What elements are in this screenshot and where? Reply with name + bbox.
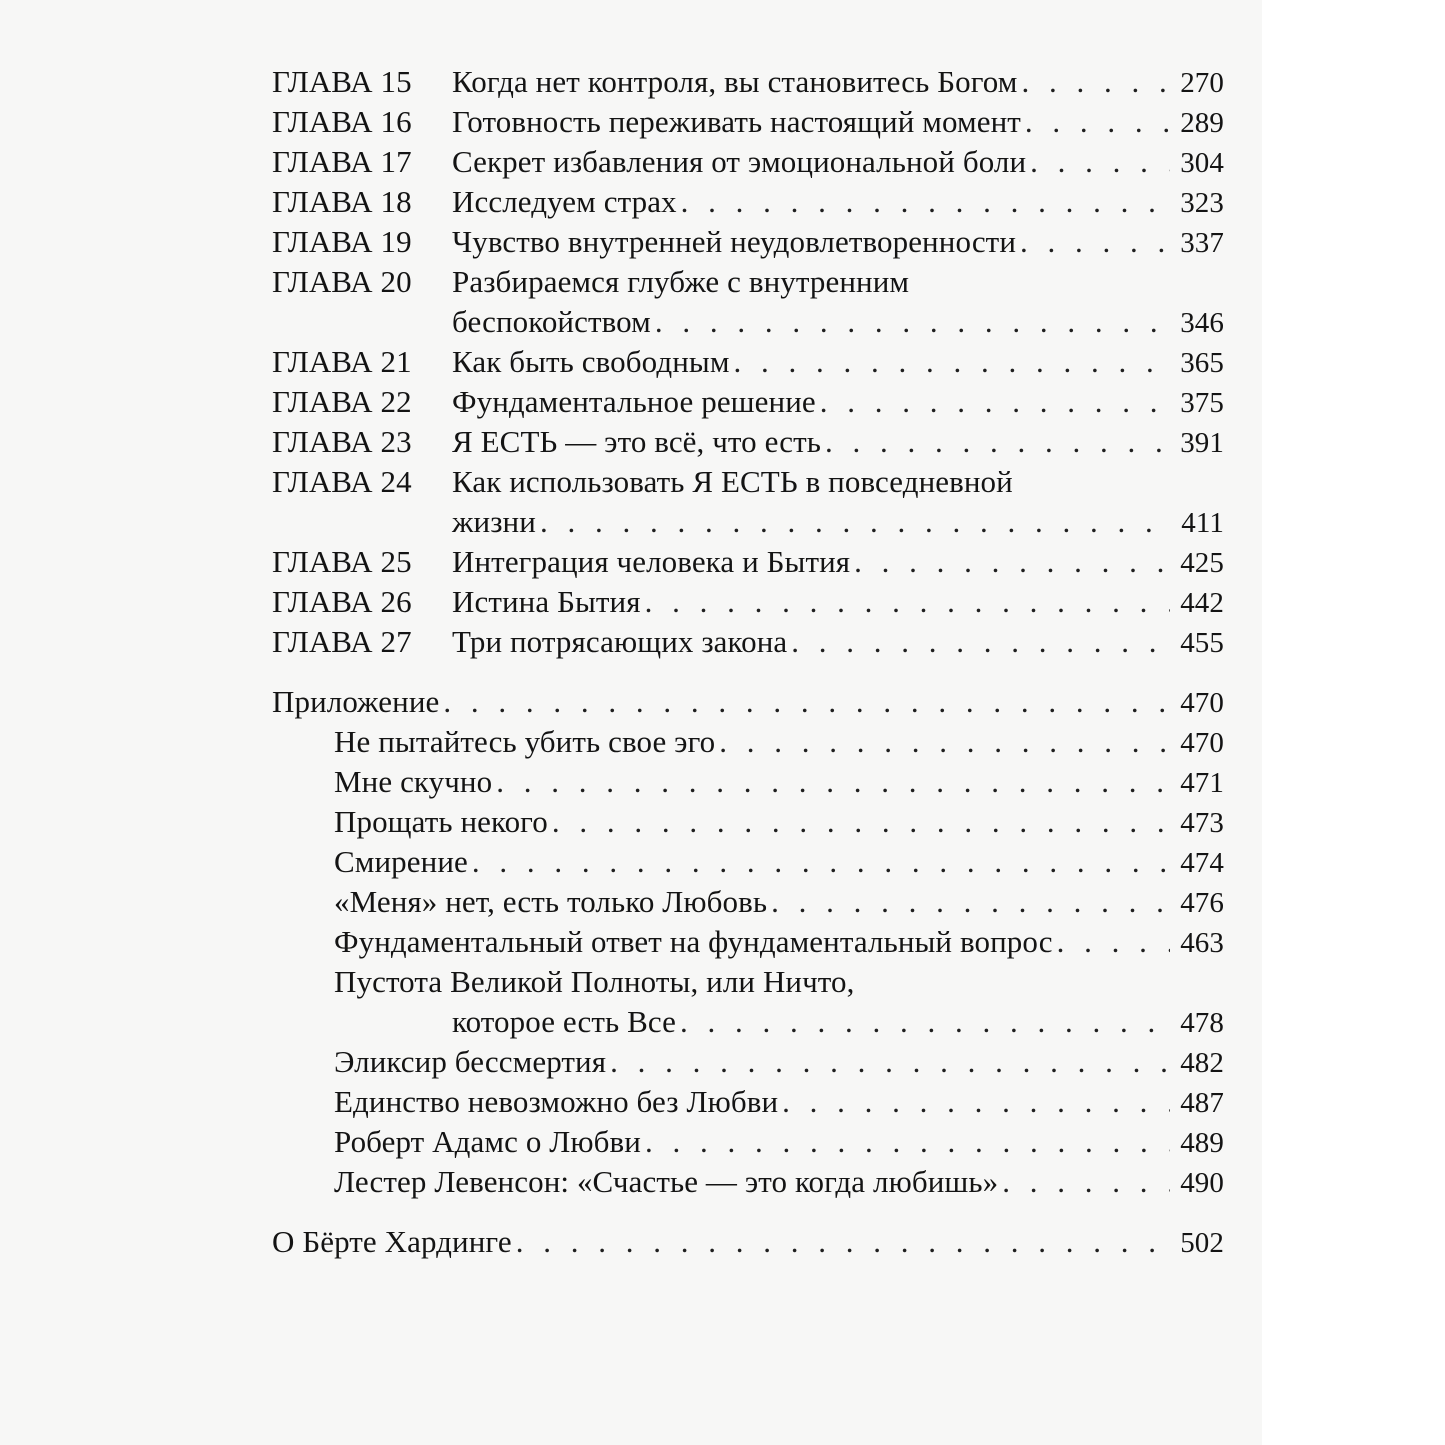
toc-entry-appendix-item: [272, 722, 1224, 762]
chapter-title: Три потрясающих закона: [452, 624, 788, 659]
appendix-item-title: Эликсир бессмертия: [334, 1044, 607, 1079]
chapter-label: ГЛАВА 20: [272, 264, 412, 299]
appendix-item-title: Роберт Адамс о Любви: [334, 1124, 641, 1159]
toc-entry-appendix-item: [272, 1122, 1224, 1162]
chapter-label: ГЛАВА 21: [272, 344, 412, 379]
dot-leader: [1057, 922, 1170, 962]
chapter-title: Фундаментальное решение: [452, 384, 816, 419]
toc-entry-chapter-17: [272, 142, 1224, 182]
page-number: 289: [1180, 107, 1224, 139]
toc-entry-appendix-item: [272, 1162, 1224, 1202]
chapter-title: Готовность переживать настоящий момент: [452, 104, 1021, 139]
page-number: 391: [1180, 427, 1224, 459]
about-author-title: О Бёрте Хардинге: [272, 1224, 512, 1259]
chapter-label: ГЛАВА 22: [272, 384, 412, 419]
chapter-title-continued: жизни: [452, 504, 536, 539]
page-number: 490: [1180, 1167, 1224, 1199]
dot-leader: [820, 382, 1170, 422]
page-number: 463: [1180, 927, 1224, 959]
dot-leader: [645, 582, 1170, 622]
dot-leader: [1022, 62, 1170, 102]
appendix-item-title: Смирение: [334, 844, 468, 879]
toc-entry-appendix-item: [272, 802, 1224, 842]
page-number: 270: [1180, 67, 1224, 99]
toc-entry-chapter-24: [272, 462, 1224, 502]
dot-leader: [681, 182, 1170, 222]
chapter-title-continued: беспокойством: [452, 304, 651, 339]
dot-leader: [645, 1122, 1170, 1162]
page-number: 470: [1180, 727, 1224, 759]
page-number: 473: [1180, 807, 1224, 839]
toc-entry-chapter-24-continued: [272, 502, 1224, 542]
dot-leader: [516, 1222, 1170, 1262]
dot-leader: [791, 622, 1170, 662]
chapter-title: Исследуем страх: [452, 184, 677, 219]
page-number: 411: [1181, 507, 1224, 539]
toc-entry-chapter-27: [272, 622, 1224, 662]
toc-entry-appendix-item: [272, 1082, 1224, 1122]
toc-entry-appendix-item: [272, 842, 1224, 882]
page-margin: [1262, 0, 1445, 1445]
appendix-item-title: Мне скучно: [334, 764, 493, 799]
dot-leader: [734, 342, 1170, 382]
dot-leader: [680, 1002, 1170, 1042]
chapter-title: Как быть свободным: [452, 344, 730, 379]
toc-entry-appendix-item: [272, 922, 1224, 962]
dot-leader: [854, 542, 1170, 582]
chapter-title: Истина Бытия: [452, 584, 641, 619]
toc-entry-chapter-20-continued: [272, 302, 1224, 342]
dot-leader: [540, 502, 1170, 542]
chapter-label: ГЛАВА 27: [272, 624, 412, 659]
toc-entry-appendix-item: [272, 962, 1224, 1002]
page-number: 337: [1180, 227, 1224, 259]
page-number: 346: [1180, 307, 1224, 339]
appendix-item-title: «Меня» нет, есть только Любовь: [334, 884, 768, 919]
chapter-label: ГЛАВА 19: [272, 224, 412, 259]
toc-entry-chapter-22: [272, 382, 1224, 422]
chapter-title: Разбираемся глубже с внутренним: [452, 264, 910, 299]
toc-entry-appendix-item: [272, 1042, 1224, 1082]
chapter-title: Интеграция человека и Бытия: [452, 544, 851, 579]
toc-entry-appendix-item-continued: [272, 1002, 1224, 1042]
chapter-title: Чувство внутренней неудовлетворенности: [452, 224, 1017, 259]
toc-entry-chapter-25: [272, 542, 1224, 582]
dot-leader: [782, 1082, 1170, 1122]
chapter-label: ГЛАВА 23: [272, 424, 412, 459]
chapter-label: ГЛАВА 16: [272, 104, 412, 139]
page-number: 304: [1180, 147, 1224, 179]
page-number: 474: [1180, 847, 1224, 879]
chapter-title: Я ЕСТЬ — это всё, что есть: [452, 424, 821, 459]
page-number: 442: [1180, 587, 1224, 619]
page-number: 502: [1180, 1227, 1224, 1259]
toc-entry-chapter-15: [272, 62, 1224, 102]
chapter-label: ГЛАВА 18: [272, 184, 412, 219]
page-number: 476: [1180, 887, 1224, 919]
appendix-item-title: Пустота Великой Полноты, или Ничто,: [334, 964, 855, 999]
toc-entry-appendix: [272, 682, 1224, 722]
toc-entry-chapter-23: [272, 422, 1224, 462]
page-number: 323: [1180, 187, 1224, 219]
page-number: 365: [1180, 347, 1224, 379]
page-number: 425: [1180, 547, 1224, 579]
appendix-item-title: Прощать некого: [334, 804, 548, 839]
dot-leader: [552, 802, 1170, 842]
dot-leader: [472, 842, 1170, 882]
appendix-item-title: Единство невозможно без Любви: [334, 1084, 779, 1119]
page-number: 487: [1180, 1087, 1224, 1119]
toc-entry-chapter-21: [272, 342, 1224, 382]
dot-leader: [771, 882, 1170, 922]
page-number: 455: [1180, 627, 1224, 659]
page-number: 489: [1180, 1127, 1224, 1159]
chapter-label: ГЛАВА 25: [272, 544, 412, 579]
dot-leader: [496, 762, 1170, 802]
chapter-title: Как использовать Я ЕСТЬ в повседневной: [452, 464, 1013, 499]
dot-leader: [1030, 142, 1170, 182]
page-number: 482: [1180, 1047, 1224, 1079]
toc-entry-about-author: [272, 1222, 1224, 1262]
page-number: 471: [1180, 767, 1224, 799]
dot-leader: [719, 722, 1170, 762]
chapter-label: ГЛАВА 26: [272, 584, 412, 619]
toc-entry-chapter-19: [272, 222, 1224, 262]
appendix-item-title: Лестер Левенсон: «Счастье — это когда любишь»: [334, 1164, 999, 1199]
page-number: 470: [1180, 687, 1224, 719]
table-of-contents: [272, 62, 1224, 1262]
appendix-title: Приложение: [272, 684, 440, 719]
dot-leader: [1020, 222, 1170, 262]
toc-entry-chapter-18: [272, 182, 1224, 222]
chapter-label: ГЛАВА 15: [272, 64, 412, 99]
toc-entry-chapter-26: [272, 582, 1224, 622]
appendix-item-title-continued: которое есть Все: [452, 1004, 677, 1039]
toc-entry-chapter-16: [272, 102, 1224, 142]
dot-leader: [1025, 102, 1170, 142]
toc-entry-appendix-item: [272, 882, 1224, 922]
page-number: 478: [1180, 1007, 1224, 1039]
chapter-label: ГЛАВА 24: [272, 464, 412, 499]
appendix-item-title: Фундаментальный ответ на фундаментальный вопрос: [334, 924, 1053, 959]
appendix-item-title: Не пытайтесь убить свое эго: [334, 724, 716, 759]
toc-entry-appendix-item: [272, 762, 1224, 802]
chapter-label: ГЛАВА 17: [272, 144, 412, 179]
dot-leader: [443, 682, 1170, 722]
dot-leader: [655, 302, 1170, 342]
chapter-title: Когда нет контроля, вы становитесь Богом: [452, 64, 1018, 99]
dot-leader: [825, 422, 1170, 462]
page-number: 375: [1180, 387, 1224, 419]
dot-leader: [1002, 1162, 1170, 1202]
chapter-title: Секрет избавления от эмоциональной боли: [452, 144, 1027, 179]
dot-leader: [610, 1042, 1170, 1082]
toc-entry-chapter-20: [272, 262, 1224, 302]
